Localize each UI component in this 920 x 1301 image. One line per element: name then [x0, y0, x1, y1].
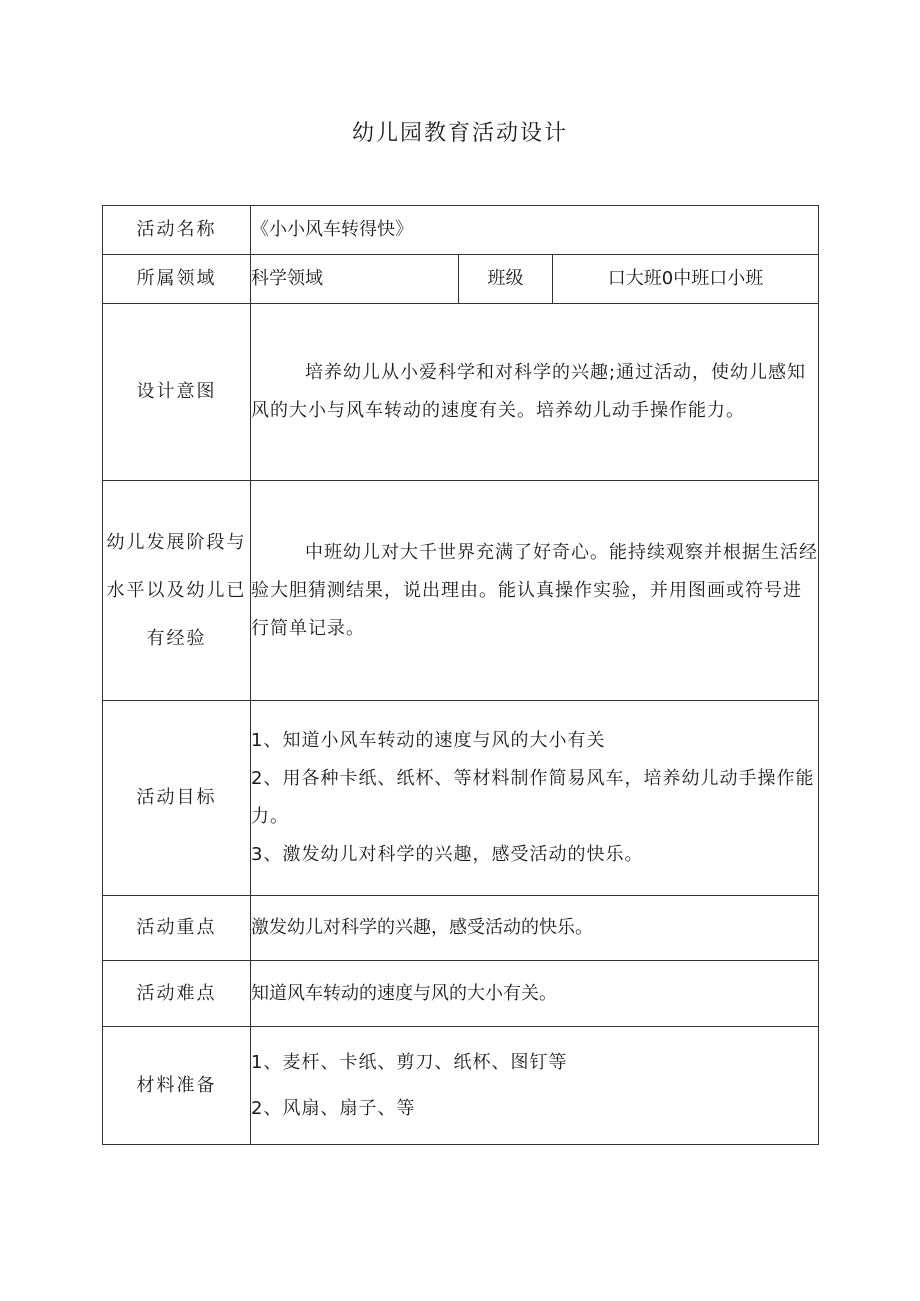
row-design-intent — [103, 304, 819, 481]
class-label: 班级 — [459, 255, 553, 304]
goal-item: 3、激发幼儿对科学的兴趣，感受活动的快乐。 — [251, 844, 644, 865]
goals-list — [251, 701, 819, 896]
row-difficulty — [103, 961, 819, 1027]
material-item: 2、风扇、扇子、等 — [251, 1097, 416, 1119]
document-title: 幼儿园教育活动设计 — [351, 121, 568, 146]
child-level-cell — [251, 481, 819, 701]
domain-value: 科学领域 — [251, 255, 459, 304]
row-key-point — [103, 896, 819, 961]
key-point-value: 激发幼儿对科学的兴趣，感受活动的快乐。 — [251, 896, 819, 961]
design-intent-text: 培养幼儿从小爱科学和对科学的兴趣;通过活动，使幼儿感知风的大小与风车转动的速度有关。培养幼儿动手操作能力。 — [251, 362, 807, 421]
activity-name-label: 活动名称 — [103, 206, 251, 255]
activity-name-value: 《小小风车转得快》 — [251, 206, 819, 255]
domain-label: 所属领域 — [103, 255, 251, 304]
activity-plan-table — [102, 205, 819, 1145]
materials-list — [251, 1027, 819, 1145]
materials-label: 材料准备 — [103, 1027, 251, 1145]
row-goals — [103, 701, 819, 896]
design-intent-cell — [251, 304, 819, 481]
key-point-label: 活动重点 — [103, 896, 251, 961]
row-child-level — [103, 481, 819, 701]
row-activity-name — [103, 206, 819, 255]
goal-item: 1、知道小风车转动的速度与风的大小有关 — [251, 730, 606, 751]
class-value: 口大班0中班口小班 — [553, 255, 819, 304]
child-level-label: 幼儿发展阶段与水平以及幼儿已有经验 — [103, 481, 251, 701]
goals-label: 活动目标 — [103, 701, 251, 896]
row-domain — [103, 255, 819, 304]
goal-item: 2、用各种卡纸、纸杯、等材料制作简易风车，培养幼儿动手操作能力。 — [251, 768, 815, 827]
child-level-text: 中班幼儿对大千世界充满了好奇心。能持续观察并根据生活经验大胆猜测结果，说出理由。能认真操作实验，并用图画或符号进行简单记录。 — [251, 541, 818, 639]
row-materials — [103, 1027, 819, 1145]
difficulty-label: 活动难点 — [103, 961, 251, 1027]
design-intent-label: 设计意图 — [103, 304, 251, 481]
difficulty-value: 知道风车转动的速度与风的大小有关。 — [251, 961, 819, 1027]
material-item: 1、麦杆、卡纸、剪刀、纸杯、图钉等 — [251, 1051, 568, 1073]
